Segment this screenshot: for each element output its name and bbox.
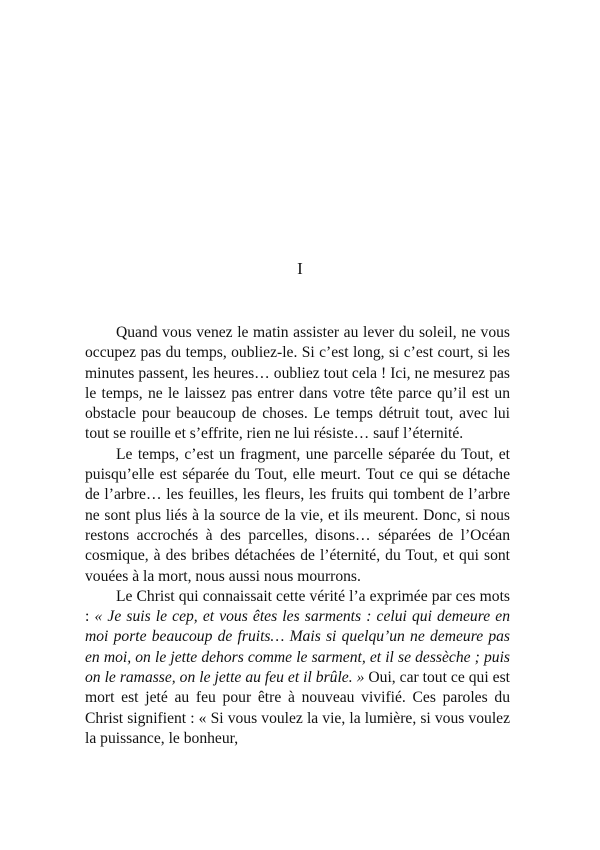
paragraph-3-intro: Le Christ qui connaissait cette vérité l’a exprimée par ces mots : [85, 587, 510, 626]
chapter-number: I [297, 259, 303, 278]
body-text [85, 323, 510, 749]
paragraph-1: Quand vous venez le matin assister au lever du soleil, ne vous occupez pas du temps, oubliez-le. Si c’est long, si c’est court, si les minutes passent, les heures… oubliez tout cela ! Ici, ne mesurez pas le temps, ne le laissez pas entrer dans votre tête parce qu’il est un obstacle pour beaucoup de choses. Le temps détruit tout, avec lui tout se rouille et s’effrite, rien ne lui résiste… sauf l’éternité. [85, 324, 510, 443]
christ-quote: « Je suis le cep, et vous êtes les sarments : celui qui demeure en moi porte beaucoup de fruits… Mais si quelqu’un ne demeure pas en moi, on le jette dehors comme le sarment, et il se dessèche ; puis on le ramasse, on le jette au feu et il brûle. » [85, 608, 510, 687]
paragraph-3 [85, 587, 510, 749]
paragraph-3-continuation: Oui, car tout ce qui est mort est jeté au feu pour être à nouveau vivifié. Ces paroles du Christ signifient : « Si vous voulez la vie, la lumière, si vous voulez la puissance, le bonheur, [85, 669, 510, 747]
paragraph-2: Le temps, c’est un fragment, une parcelle séparée du Tout, et puisqu’elle est séparée du Tout, elle meurt. Tout ce qui se détache de l’arbre… les feuilles, les fleurs, les fruits qui tombent de l’arbre ne sont plus liés à la source de la vie, et ils meurent. Donc, si nous restons accrochés à des parcelles, disons… séparées de l’Océan cosmique, à des bribes détachées de l’éternité, du Tout, et qui sont vouées à la mort, nous aussi nous mourrons. [85, 445, 510, 585]
